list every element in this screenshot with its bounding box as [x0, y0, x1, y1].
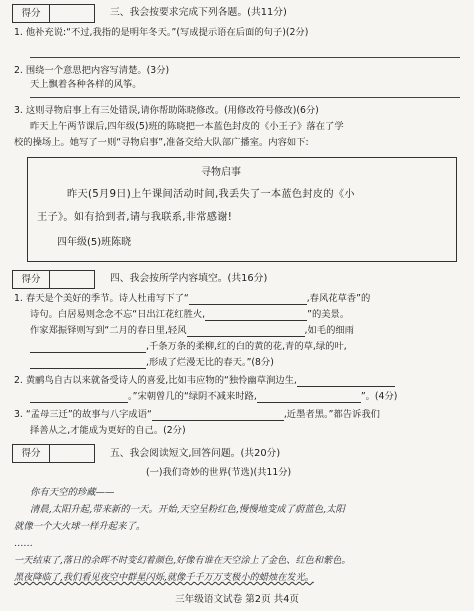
- question-text: ,近墨者黑。”都告诉我们: [283, 409, 380, 420]
- fill-blank-line: [30, 390, 397, 403]
- question-text: ,春风花草香”的: [306, 293, 371, 304]
- blank[interactable]: [205, 309, 307, 321]
- fill-blank-line: [30, 356, 274, 369]
- score-blank[interactable]: [50, 445, 94, 462]
- score-box: [12, 4, 95, 23]
- section-title: 三、我会按要求完成下列各题。(共11分): [110, 7, 287, 18]
- question-text: 择善从之,才能成为更好的自己。(2分): [30, 425, 186, 436]
- page-footer: 三年级语文试卷 第2页 共4页: [175, 594, 299, 605]
- fill-blank-line: [30, 308, 349, 321]
- section-title: 五、我会阅读短文,回答问题。(共20分): [110, 448, 281, 459]
- question-2-prompt: 天上飘着各种各样的风筝。: [30, 79, 142, 90]
- question-3: 3. 这则寻物启事上有三处错误,请你帮助陈晓修改。(用修改符号修改)(6分): [14, 105, 319, 116]
- blank[interactable]: [152, 409, 284, 421]
- question-text: ,千条万条的柔柳,红的白的黄的花,青的草,绿的叶,: [146, 341, 347, 352]
- question-text: 。”宋朝曾几的“绿阴不减来时路,: [128, 391, 257, 402]
- passage-heading: 你有天空的珍藏——: [30, 487, 115, 498]
- notice-title: 寻物启事: [201, 167, 241, 178]
- question-text: ”。(4分): [360, 391, 398, 402]
- question-text: 1. 春天是个美好的季节。诗人杜甫写下了“: [14, 293, 189, 304]
- notice-signature: 四年级(5)班陈晓: [57, 237, 132, 248]
- reading-subtitle: (一)我们奇妙的世界(节选)(共11分): [146, 467, 292, 478]
- passage-ellipsis: ……: [14, 538, 33, 549]
- blank[interactable]: [189, 293, 307, 305]
- question-3-text: 校的操场上。她写了一则“寻物启事”,准备交给大队部广播室。内容如下:: [14, 137, 309, 148]
- score-blank[interactable]: [50, 271, 94, 288]
- question-1: 1. 他补充说:“不过,我指的是明年冬天。”(写成提示语在后面的句子)(2分): [14, 27, 309, 38]
- section-title: 四、我会按所学内容填空。(共16分): [110, 273, 268, 284]
- score-box: [12, 270, 95, 289]
- fill-blank-line: [14, 374, 395, 387]
- notice-text: 王子》。如有拾到者,请与我联系,非常感谢!: [37, 212, 233, 223]
- score-label: 得分: [13, 5, 50, 22]
- blank[interactable]: [187, 325, 305, 337]
- question-2: 2. 围绕一个意思把内容写清楚。(3分): [14, 65, 170, 76]
- blank[interactable]: [30, 341, 146, 353]
- question-text: 作家郑振铎则写到“二月的春日里,轻风: [30, 325, 187, 336]
- passage-text-underlined: 黑夜降临了,我们看见夜空中群星闪烁,就像千千万万支极小的蜡烛在发光。: [14, 572, 314, 583]
- score-label: 得分: [13, 271, 50, 288]
- blank[interactable]: [30, 357, 146, 369]
- question-text: ,如毛的细雨: [304, 325, 354, 336]
- question-text: 3. “孟母三迁”的故事与八字成语“: [14, 409, 152, 420]
- fill-blank-line: [30, 324, 354, 337]
- blank[interactable]: [257, 391, 361, 403]
- passage-text: 清晨,太阳升起,带来新的一天。开始,天空呈粉红色,慢慢地变成了蔚蓝色,太阳: [30, 504, 345, 515]
- answer-line[interactable]: [30, 57, 460, 58]
- score-label: 得分: [13, 445, 50, 462]
- question-text: 2. 黄鹂鸟自古以来就备受诗人的喜爱,比如韦应物的“独怜幽草涧边生,: [14, 375, 297, 386]
- question-3-text: 昨天上午两节课后,四年级(5)班的陈晓把一本蓝色封皮的《小王子》落在了学: [30, 121, 344, 132]
- fill-blank-line: [30, 340, 347, 353]
- passage-text: 一天结束了,落日的余晖不时变幻着颜色,好像有谁在天空涂上了金色、红色和紫色。: [14, 555, 351, 566]
- question-text: ,形成了烂漫无比的春天。”(8分): [146, 357, 274, 368]
- blank[interactable]: [30, 391, 128, 403]
- notice-text: 昨天(5月9日)上午课间活动时间,我丢失了一本蓝色封皮的《小: [67, 189, 355, 200]
- fill-blank-line: [14, 292, 370, 305]
- score-box: [12, 444, 95, 463]
- score-blank[interactable]: [50, 5, 94, 22]
- question-text: 诗句。白居易则念念不忘“日出江花红胜火,: [30, 309, 206, 320]
- fill-blank-line: [14, 408, 380, 421]
- answer-line[interactable]: [30, 97, 460, 98]
- blank[interactable]: [297, 375, 395, 387]
- passage-text: 就像一个大火球一样升起来了。: [14, 521, 146, 532]
- question-text: ”的美景。: [307, 309, 350, 320]
